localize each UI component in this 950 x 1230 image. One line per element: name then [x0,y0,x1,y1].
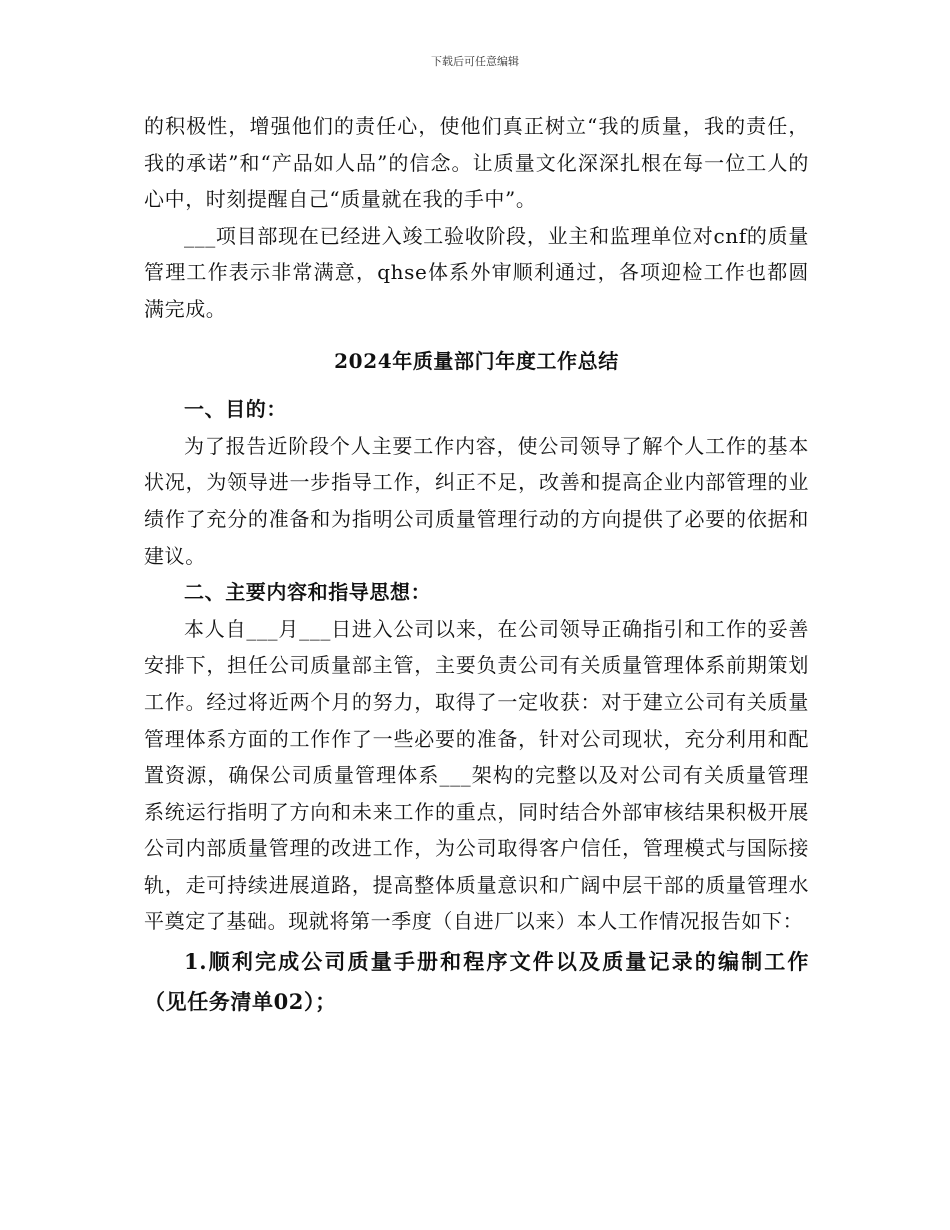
document-body [144,108,809,1022]
document-title: 2024年质量部门年度工作总结 [334,348,619,373]
paragraph-purpose: 为了报告近阶段个人主要工作内容，使公司领导了解个人工作的基本状况，为领导进一步指导工作，纠正不足，改善和提高企业内部管理的业绩作了充分的准备和为指明公司质量管理行动的方向提供了必要的依据和建议。 [144,433,809,568]
list-item-quality-manual: 1.顺利完成公司质量手册和程序文件以及质量记录的编制工作（见任务清单02）； [144,949,809,1015]
paragraph-main-content: 本人自___月___日进入公司以来，在公司领导正确指引和工作的妥善安排下，担任公司质量部主管，主要负责公司有关质量管理体系前期策划工作。经过将近两个月的努力，取得了一定收获：对于建立公司有关质量管理体系方面的工作作了一些必要的准备，针对公司现状，充分利用和配置资源，确保公司质量管理体系___架构的完整以及对公司有关质量管理系统运行指明了方向和未来工作的重点，同时结合外部审核结果积极开展公司内部质量管理的改进工作，为公司取得客户信任，管理模式与国际接轨，走可持续进展道路，提高整体质量意识和广阔中层干部的质量管理水平奠定了基础。现就将第一季度（自进厂以来）本人工作情况报告如下： [144,616,809,934]
page-header-note: 下载后可任意编辑 [431,55,519,68]
section-heading-purpose: 一、目的： [184,397,287,422]
section-heading-main-content: 二、主要内容和指导思想： [184,580,432,605]
paragraph-project-acceptance: ___项目部现在已经进入竣工验收阶段，业主和监理单位对cnf的质量管理工作表示非常满意，qhse体系外审顺利通过，各项迎检工作也都圆满完成。 [144,223,809,321]
paragraph-quality-culture: 的积极性，增强他们的责任心，使他们真正树立“我的质量，我的责任，我的承诺”和“产品如人品”的信念。让质量文化深深扎根在每一位工人的心中，时刻提醒自己“质量就在我的手中”。 [144,114,809,212]
